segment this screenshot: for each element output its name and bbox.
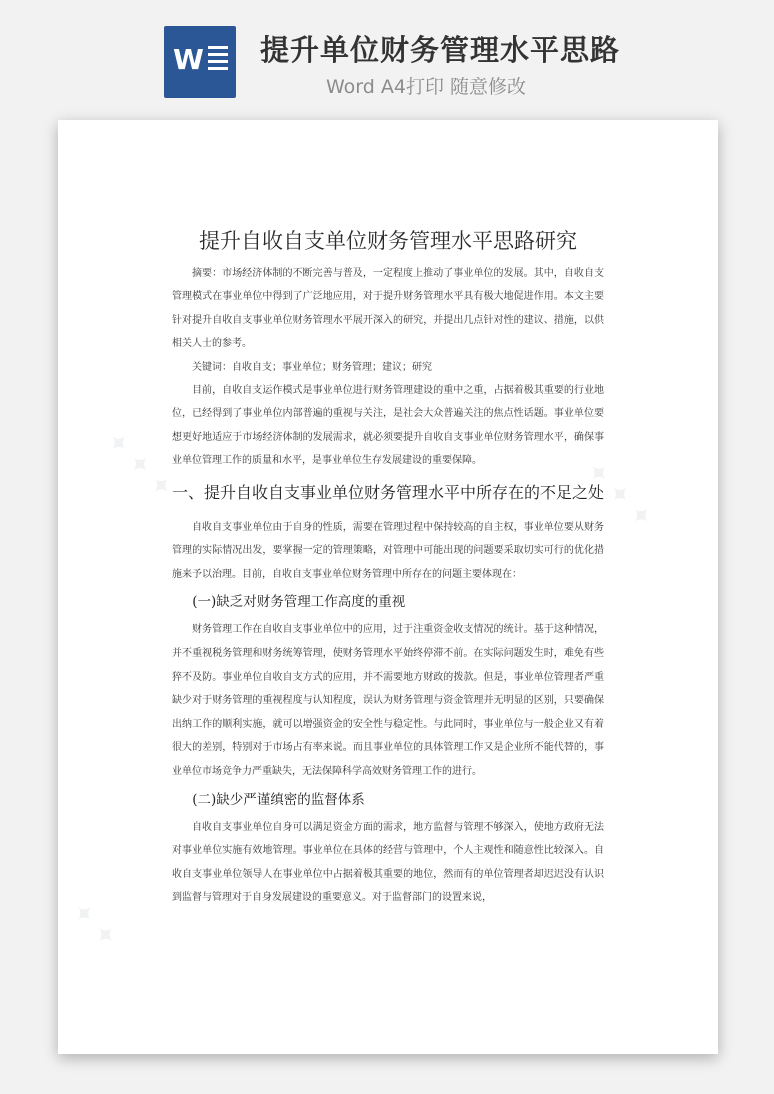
- document-title: 提升自收自支单位财务管理水平思路研究: [199, 229, 577, 253]
- watermark: ✦ ✦: [64, 896, 123, 954]
- abstract-paragraph: 摘要：市场经济体制的不断完善与普及，一定程度上推动了事业单位的发展。其中，自收自支管理模式在事业单位中得到了广泛地应用，对于提升财务管理水平具有极大地促进作用。本文主要针对提升自收自支事业单位财务管理水平展开深入的研究，并提出几点针对性的建议、措施，以供相关人士的参考。: [172, 268, 604, 350]
- header-banner: [0, 0, 774, 110]
- subsection-heading-2: (二)缺少严谨缜密的监督体系: [192, 791, 365, 808]
- section-heading-1: 一、提升自收自支事业单位财务管理水平中所存在的不足之处: [172, 482, 605, 502]
- section-1-paragraph: 自收自支事业单位由于自身的性质，需要在管理过程中保持较高的自主权，事业单位要从财务管理的实际情况出发，要掌握一定的管理策略，对管理中可能出现的问题要采取切实可行的优化措施来予以治理。目前，自收自支事业单位财务管理中所存在的问题主要体现在：: [172, 521, 604, 580]
- keywords-paragraph: 关键词：自收自支；事业单位；财务管理；建议；研究: [192, 361, 432, 373]
- banner-subtitle: Word A4打印 随意修改: [326, 76, 527, 98]
- intro-paragraph: 目前，自收自支运作模式是事业单位进行财务管理建设的重中之重，占据着极其重要的行业地位，已经得到了事业单位内部普遍的重视与关注，是社会大众普遍关注的焦点性话题。事业单位要想更好地适应于市场经济体制的发展需求，就必须要提升自收自支事业单位财务管理水平，确保事业单位管理工作的质量和水平，是事业单位生存发展建设的重要保障。: [172, 385, 604, 467]
- word-icon-letter: W: [173, 43, 204, 76]
- document-page: [58, 120, 718, 1054]
- subsection-heading-1: (一)缺乏对财务管理工作高度的重视: [192, 594, 406, 611]
- watermark: ✦ ✦ ✦: [579, 455, 659, 535]
- watermark: ✦ ✦ ✦: [99, 425, 179, 505]
- document-content: [172, 226, 604, 910]
- word-icon-lines: [208, 46, 228, 80]
- subsection-1-paragraph: 财务管理工作在自收自支事业单位中的应用，过于注重资金收支情况的统计。基于这种情况，并不重视税务管理和财务统筹管理，使财务管理水平始终停滞不前。在实际问题发生时，难免有些猝不及防。事业单位自收自支方式的应用，并不需要地方财政的拨款。但是，事业单位管理者严重缺少对于财务管理的重视程度与认知程度，误认为财务管理与资金管理并无明显的区别，只要确保出纳工作的顺利实施，就可以增强资金的安全性与稳定性。与此同时，事业单位与一般企业又有着很大的差别，特别对于市场占有率来说。而且事业单位的具体管理工作又是企业所不能代替的，事业单位市场竞争力严重缺失，无法保障科学高效财务管理工作的进行。: [172, 624, 604, 777]
- banner-title: 提升单位财务管理水平思路: [260, 33, 621, 67]
- word-document-icon: [164, 26, 236, 98]
- subsection-2-paragraph: 自收自支事业单位自身可以满足资金方面的需求，地方监督与管理不够深入，使地方政府无法对事业单位实施有效地管理。事业单位在具体的经营与管理中，个人主观性和随意性比较深入。自收自支事业单位领导人在事业单位中占据着极其重要的地位，然而有的单位管理者却迟迟没有认识到监督与管理对于自身发展建设的重要意义。对于监督部门的设置来说，: [172, 821, 604, 904]
